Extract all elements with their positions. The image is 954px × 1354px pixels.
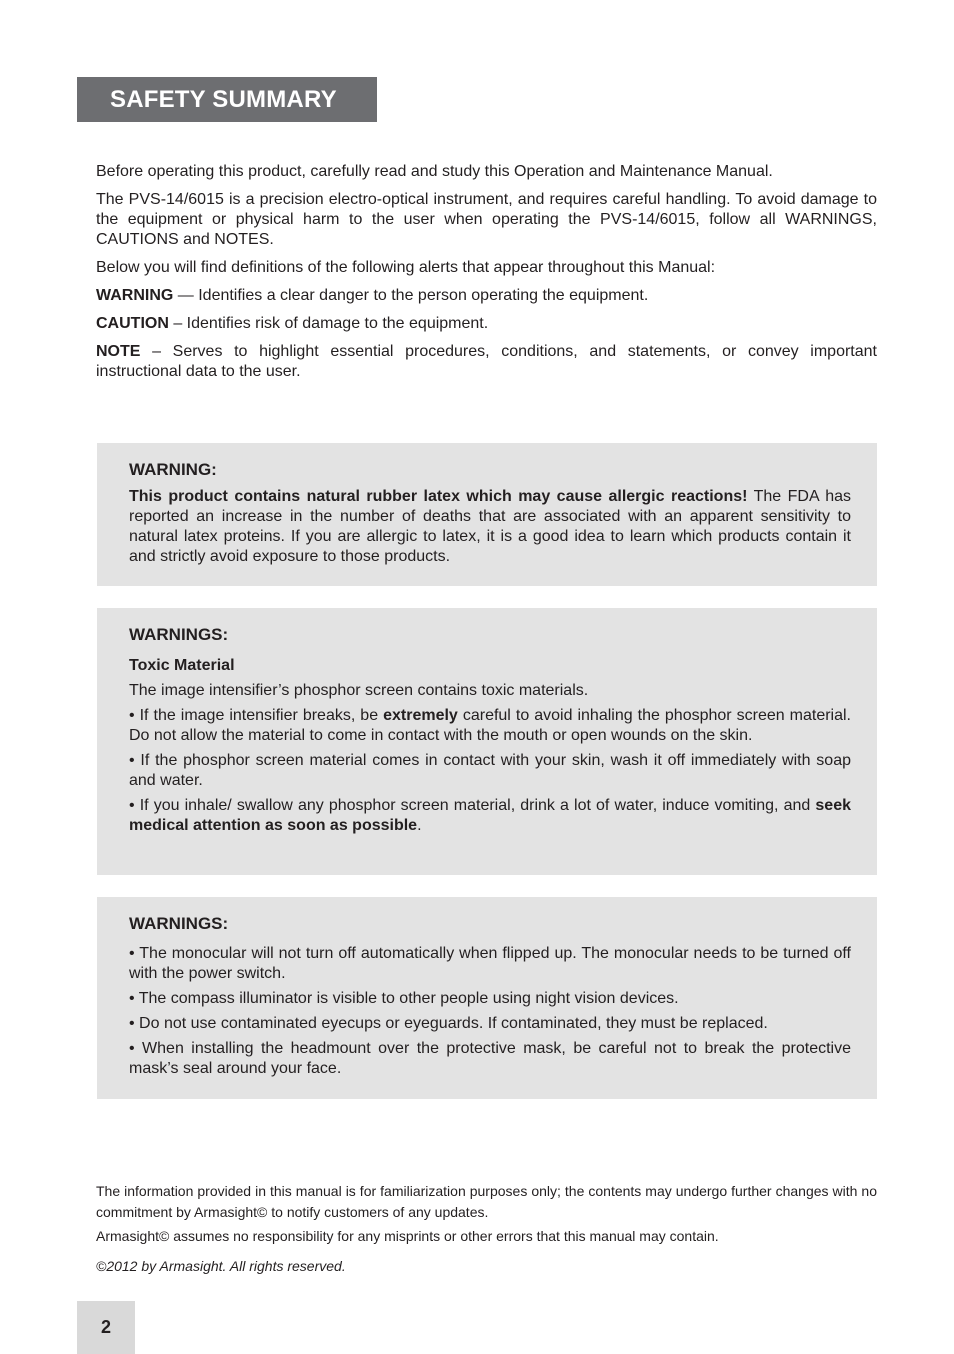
disclaimer-paragraph-1: The information provided in this manual is for familiarization purposes only; the contents may undergo further changes with no commitment by Armasight© to notify customers of any updates.: [96, 1183, 877, 1220]
caution-definition: [96, 314, 877, 334]
toxic-bullet-3: [129, 796, 851, 836]
caution-definition-text: – Identifies risk of damage to the equipment.: [168, 315, 489, 332]
warning-term: WARNING: [96, 287, 174, 304]
toxic-bullet-1: [129, 706, 851, 746]
operation-warning-item: • The monocular will not turn off automatically when flipped up. The monocular needs to be turned off with the power switch.: [129, 945, 851, 982]
intro-paragraph-1: Before operating this product, carefully read and study this Operation and Maintenance Manual.: [96, 163, 773, 180]
toxic-bullet-1-emphasis: extremely: [383, 707, 458, 724]
toxic-bullet-2: • If the phosphor screen material comes in contact with your skin, wash it off immediately with soap and water.: [129, 752, 851, 789]
toxic-bullet-3-post: .: [417, 817, 422, 834]
copyright-notice: ©2012 by Armasight. All rights reserved.: [96, 1258, 346, 1274]
toxic-warning-title: WARNINGS:: [129, 625, 229, 644]
toxic-material-warning-box: [97, 608, 877, 875]
operation-warning-item: • The compass illuminator is visible to other people using night vision devices.: [129, 990, 679, 1007]
operation-warnings-box: [97, 897, 877, 1099]
intro-section: [96, 162, 877, 390]
section-title-bar: [77, 77, 377, 122]
latex-warning-lead: This product contains natural rubber latex which may cause allergic reactions!: [129, 488, 748, 505]
note-definition-text: – Serves to highlight essential procedures, conditions, and statements, or convey important instructional data to the user.: [96, 343, 877, 380]
latex-warning-body: The FDA has reported an increase in the number of deaths that are associated with an apparent sensitivity to natural latex proteins. If you are allergic to latex, it is a good idea to learn which products contain it and strictly avoid exposure to those products.: [129, 488, 852, 565]
toxic-bullet-1-post: careful to avoid inhaling the phosphor screen material. Do not allow the material to come in contact with the mouth or open wounds on the skin.: [129, 707, 851, 744]
operation-warning-item: • When installing the headmount over the protective mask, be careful not to break the protective mask’s seal around your face.: [129, 1040, 851, 1077]
intro-paragraph-3: Below you will find definitions of the following alerts that appear throughout this Manual:: [96, 259, 716, 276]
warning-definition: [96, 286, 877, 306]
toxic-material-intro: The image intensifier’s phosphor screen contains toxic materials.: [129, 682, 589, 699]
latex-warning-text: [129, 487, 851, 567]
page-title: SAFETY SUMMARY: [110, 85, 337, 113]
note-term: NOTE: [96, 343, 141, 360]
page-number-badge: [77, 1301, 135, 1354]
page-number: 2: [100, 1317, 111, 1337]
operation-warning-item: • Do not use contaminated eyecups or eyeguards. If contaminated, they must be replaced.: [129, 1015, 768, 1032]
toxic-material-subtitle: Toxic Material: [129, 657, 235, 674]
latex-warning-box: [97, 443, 877, 586]
toxic-bullet-1-pre: • If the image intensifier breaks, be: [129, 707, 384, 724]
note-definition: [96, 342, 877, 382]
warning-definition-text: — Identifies a clear danger to the person operating the equipment.: [173, 287, 649, 304]
toxic-bullet-3-emphasis: seek medical attention as soon as possible: [129, 797, 851, 834]
latex-warning-title: WARNING:: [129, 460, 217, 479]
operation-warnings-title: WARNINGS:: [129, 914, 229, 933]
toxic-bullet-3-pre: • If you inhale/ swallow any phosphor screen material, drink a lot of water, induce vomiting, and: [129, 797, 816, 814]
caution-term: CAUTION: [96, 315, 169, 332]
disclaimer-paragraph-2: Armasight© assumes no responsibility for any misprints or other errors that this manual may contain.: [96, 1228, 719, 1244]
intro-paragraph-2: The PVS-14/6015 is a precision electro-optical instrument, and requires careful handling. To avoid damage to the equipment or physical harm to the user when operating the PVS-14/6015, follow all WARNINGS, CAUTIONS and NOTES.: [96, 191, 877, 248]
footer-disclaimer: [96, 1181, 877, 1280]
